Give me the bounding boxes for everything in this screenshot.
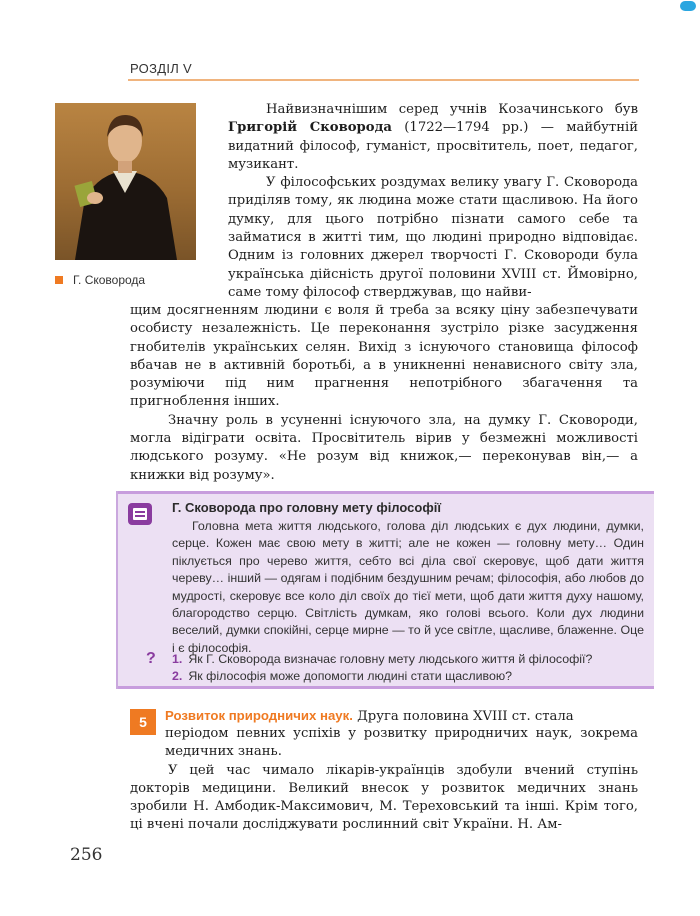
page-number: 256 [70, 845, 103, 865]
section-label: РОЗДІЛ V [130, 61, 192, 76]
portrait-illustration-icon [55, 103, 196, 260]
source-paragraph: Головна мета життя людського, голова діл людських є дух людини, думки, серце. Кожен має свою мету в житті; але не кожен — головну мету… Один піклується про черево життя, себто всі діла свої скеровує, щоб дати життя череву… інший — одягам і подібним бездушним речам; філософія, або любов до мудрості, скеровує все коло діл своїх до тієї мети, щоб дати життя духу нашому, благородство серцю. Світлість думкам, яко голові всього. Коли дух людини веселий, думки спокійні, серце мирне — то й усе світле, щасливе, блаженне. Оце і є філософія. [172, 519, 644, 655]
question-item: 1. Як Г. Сковорода визначає головну мету людського життя й філософії? [172, 652, 593, 666]
intro-paragraph-2-top: У філософських роздумах велику увагу Г. Сковорода приділяв тому, як людина може стати щасливою. На його думку, для цього потрібно пізнати самого себе та займатися в житті тим, що людині природно відповідає. Одним із головних джерел творчості Г. Сковороди була українська дійсність другої половини XVIII ст. Ймовірно, саме тому філософ стверджував, що найви- [228, 175, 638, 300]
box-bottom-rule [118, 686, 654, 689]
source-quote-box [116, 491, 654, 689]
portrait-image [55, 103, 196, 260]
section5-lead-text: Друга половина XVIII ст. стала [352, 709, 574, 724]
figure-caption [55, 273, 145, 287]
questions-list [172, 651, 592, 686]
section-number-badge: 5 [130, 709, 156, 735]
intro-paragraph-3: Значну роль в усуненні існуючого зла, на думку Г. Сковороди, могла відіграти освіта. Просвітитель вірив у безмежні можливості людського розуму. «Не розум від книжок,— переконував він,— а книжки від розуму». [130, 412, 638, 483]
intro-p1-after: (1722—1794 рр.) — майбутній видатний філософ, гуманіст, просвітитель, поет, педагог, музикант. [228, 120, 638, 172]
question-mark-icon: ? [146, 650, 156, 667]
section5-heading: Розвиток природничих наук. [165, 708, 353, 723]
intro-paragraph-1 [228, 101, 638, 174]
header-rule [128, 79, 639, 81]
intro-text-top [228, 101, 638, 302]
caption-text: Г. Сковорода [73, 273, 146, 287]
corner-logo-icon [680, 1, 696, 11]
intro-text-wide [130, 302, 638, 485]
caption-bullet-icon [55, 276, 63, 284]
question-item: 2. Як філософія може допомогти людині стати щасливою? [172, 669, 513, 684]
box-top-rule [118, 491, 654, 494]
section5-paragraph-2: У цей час чимало лікарів-українців здобули вчений ступінь докторів медицини. Великий внесок у розвиток медичних знань зробили Н. Амбодик-Максимович, М. Тереховський та інші. Крім того, ці вчені почали досліджувати рослинний світ України. Н. Ам- [130, 762, 638, 833]
section5-paragraph-1: періодом певних успіхів у розвитку природничих наук, зокрема медичних знань. [165, 726, 638, 760]
source-title: Г. Сковорода про головну мету філософії [172, 500, 441, 515]
section5-body [130, 725, 638, 835]
intro-paragraph-2-rest: щим досягненням людини є воля й треба за всяку ціну забезпечувати особисту незалежність. Це переконання зустріло різке засудження гнобителів українських селян. Вихід з існуючого становища філософ вбачав не в активній боротьбі, а в уникненні ненависного світу зла, розуміючи під ним прагнення непотрібного збагачення та пригноблення інших. [130, 303, 638, 410]
document-icon [128, 503, 152, 525]
source-body [172, 518, 644, 657]
section5-lead [165, 707, 638, 726]
intro-p1-before: Найвизначнішим серед учнів Козачинського був [266, 102, 638, 117]
intro-p1-name: Григорій Сковорода [228, 120, 392, 136]
